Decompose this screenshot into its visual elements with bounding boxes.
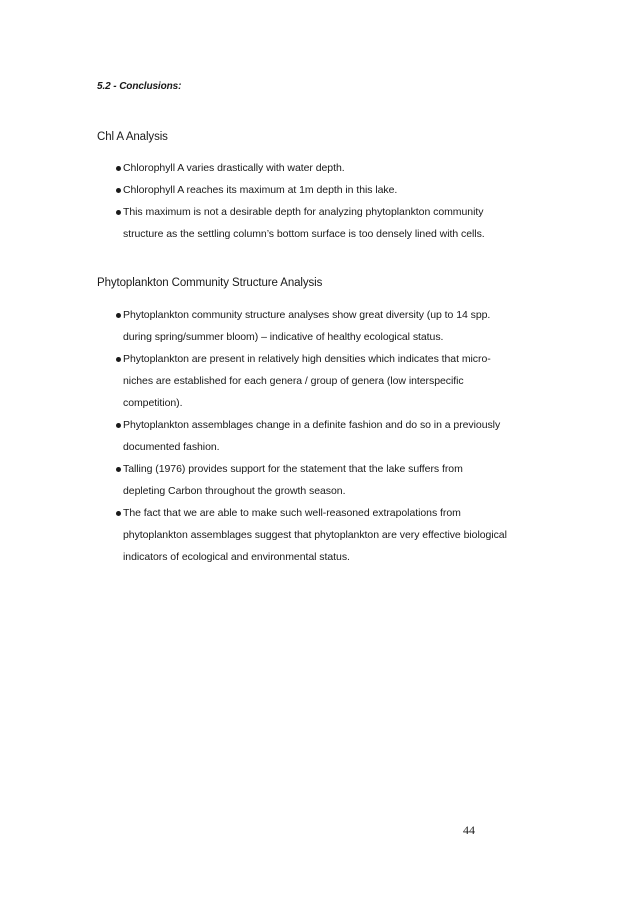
list-item-line: indicators of ecological and environmental status. xyxy=(123,551,350,563)
list-item-line: Talling (1976) provides support for the statement that the lake suffers from xyxy=(123,463,463,475)
chl-analysis-list xyxy=(97,157,557,245)
bullet-icon xyxy=(116,210,121,215)
bullet-icon xyxy=(116,467,121,472)
list-item-line: niches are established for each genera / group of genera (low interspecific xyxy=(123,375,464,387)
list-item-line: depleting Carbon throughout the growth season. xyxy=(123,485,346,497)
phytoplankton-analysis-list xyxy=(97,304,557,568)
list-item-line: phytoplankton assemblages suggest that phytoplankton are very effective biological xyxy=(123,529,507,541)
section-heading: 5.2 - Conclusions: xyxy=(97,81,182,92)
chl-analysis-heading: Chl A Analysis xyxy=(97,131,168,143)
list-item-line: documented fashion. xyxy=(123,441,220,453)
bullet-icon xyxy=(116,511,121,516)
list-item-line: Chlorophyll A varies drastically with water depth. xyxy=(123,162,345,174)
list-item xyxy=(97,414,557,458)
list-item xyxy=(97,179,557,201)
list-item-line: This maximum is not a desirable depth for analyzing phytoplankton community xyxy=(123,206,484,218)
bullet-icon xyxy=(116,357,121,362)
list-item-line: Phytoplankton assemblages change in a definite fashion and do so in a previously xyxy=(123,419,501,431)
list-item-line: during spring/summer bloom) – indicative of healthy ecological status. xyxy=(123,331,444,343)
bullet-icon xyxy=(116,313,121,318)
list-item-line: structure as the settling column’s bottom surface is too densely lined with cells. xyxy=(123,228,485,240)
list-item-line: competition). xyxy=(123,397,183,409)
list-item-line: Chlorophyll A reaches its maximum at 1m depth in this lake. xyxy=(123,184,398,196)
list-item xyxy=(97,304,557,348)
list-item xyxy=(97,348,557,414)
list-item xyxy=(97,458,557,502)
list-item xyxy=(97,502,557,568)
phytoplankton-analysis-heading: Phytoplankton Community Structure Analysis xyxy=(97,277,323,289)
bullet-icon xyxy=(116,166,121,171)
bullet-icon xyxy=(116,188,121,193)
list-item xyxy=(97,157,557,179)
list-item-line: Phytoplankton community structure analyses show great diversity (up to 14 spp. xyxy=(123,309,491,321)
list-item-line: The fact that we are able to make such well-reasoned extrapolations from xyxy=(123,507,461,519)
list-item-line: Phytoplankton are present in relatively high densities which indicates that micro- xyxy=(123,353,491,365)
page-number: 44 xyxy=(463,823,475,837)
list-item xyxy=(97,201,557,245)
bullet-icon xyxy=(116,423,121,428)
